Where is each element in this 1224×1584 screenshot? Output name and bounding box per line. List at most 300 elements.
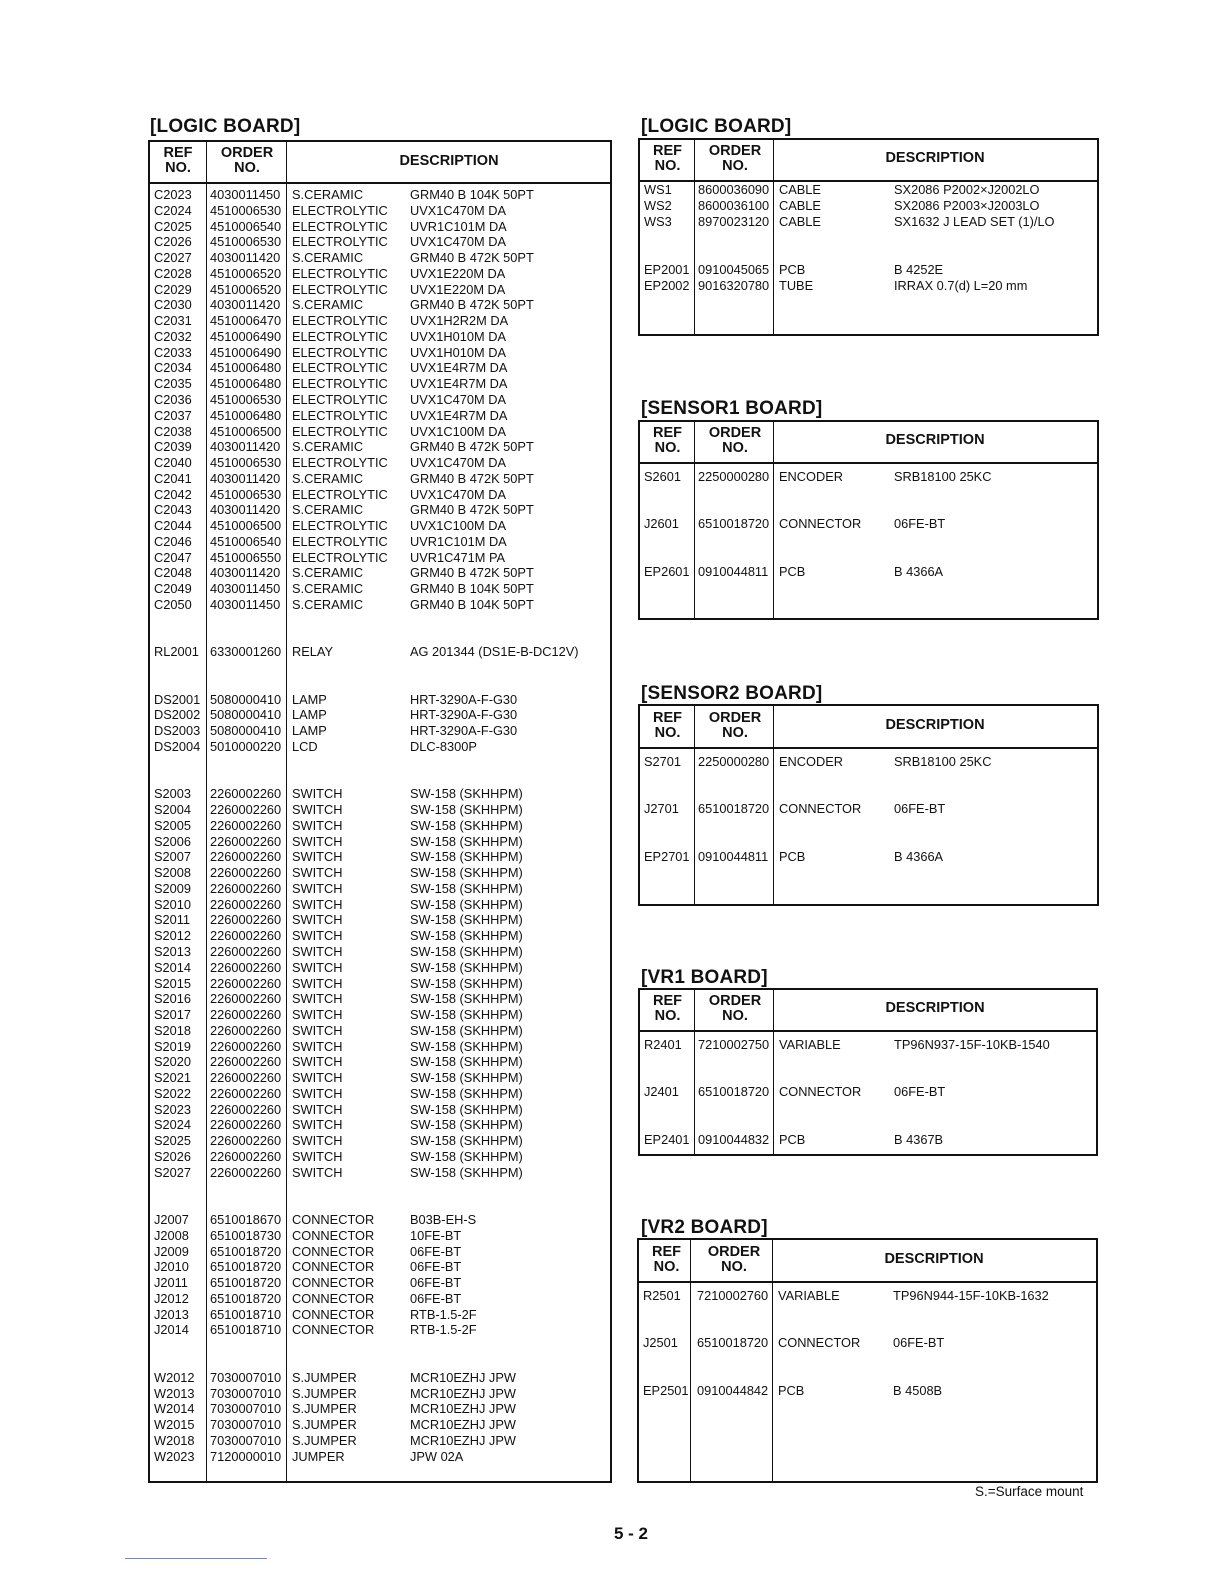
part-type: ELECTROLYTIC xyxy=(292,533,388,549)
ref-no: S2010 xyxy=(154,896,192,912)
ref-no: C2024 xyxy=(154,202,192,218)
order-no: 4510006480 xyxy=(210,376,282,392)
logic-board-parts-table xyxy=(148,140,612,1483)
table-row xyxy=(150,392,610,408)
part-type: ELECTROLYTIC xyxy=(292,549,388,565)
ref-no: EP2002 xyxy=(644,278,690,293)
order-no: 4510006520 xyxy=(210,265,282,281)
table-row xyxy=(150,692,610,708)
order-no: 4030011450 xyxy=(210,597,281,613)
part-type: ELECTROLYTIC xyxy=(292,218,388,234)
table-row xyxy=(150,408,610,424)
table-row xyxy=(640,801,1097,817)
part-type: PCB xyxy=(779,563,806,579)
ref-no: C2044 xyxy=(154,518,192,534)
ref-no: EP2701 xyxy=(644,848,690,864)
order-no: 4030011420 xyxy=(210,250,281,266)
part-spec: UVX1C470M DA xyxy=(410,392,507,407)
part-type: CONNECTOR xyxy=(292,1227,375,1243)
table-row xyxy=(150,1417,610,1433)
part-spec: 06FE-BT xyxy=(410,1290,462,1306)
order-no: 6510018720 xyxy=(210,1290,282,1306)
part-spec: SW-158 (SKHHPM) xyxy=(410,1133,523,1149)
order-no-header: ORDER NO. xyxy=(708,710,762,741)
part-spec: UVX1C100M DA xyxy=(410,423,507,439)
table-row xyxy=(150,629,610,645)
order-no: 6330001260 xyxy=(210,644,282,660)
part-type: S.CERAMIC xyxy=(292,187,364,202)
ref-no: S2003 xyxy=(154,786,192,802)
order-no: 8600036100 xyxy=(698,198,770,213)
part-spec: MCR10EZHJ JPW xyxy=(410,1417,516,1433)
sensor2-board-title: [SENSOR2 BOARD] xyxy=(641,683,823,704)
part-type: CABLE xyxy=(779,182,821,197)
order-no: 2260002260 xyxy=(210,912,282,928)
part-spec: UVR1C101M DA xyxy=(410,533,507,549)
table-row xyxy=(150,250,610,266)
ref-no: C2050 xyxy=(154,597,192,613)
table-header xyxy=(640,990,1096,1032)
table-row xyxy=(150,944,610,960)
part-type: SWITCH xyxy=(292,928,343,944)
part-type: ELECTROLYTIC xyxy=(292,281,388,297)
part-type: TUBE xyxy=(779,278,814,293)
part-type: RELAY xyxy=(292,644,334,660)
table-row xyxy=(150,849,610,865)
order-no: 4030011420 xyxy=(210,565,281,581)
part-spec: SW-158 (SKHHPM) xyxy=(410,1022,523,1038)
part-spec: SW-158 (SKHHPM) xyxy=(410,912,523,928)
part-spec: GRM40 B 472K 50PT xyxy=(410,470,534,486)
order-no: 4510006490 xyxy=(210,344,282,360)
ref-no: C2038 xyxy=(154,423,192,439)
table-row xyxy=(150,1338,610,1354)
part-type: S.CERAMIC xyxy=(292,297,364,313)
part-spec: 06FE-BT xyxy=(894,801,946,817)
part-type: SWITCH xyxy=(292,1022,343,1038)
table-row xyxy=(150,581,610,597)
order-no: 6510018710 xyxy=(210,1306,282,1322)
table-row xyxy=(640,849,1097,865)
ref-no-header: REF NO. xyxy=(653,143,682,174)
order-no: 2260002260 xyxy=(210,802,282,818)
part-spec: SW-158 (SKHHPM) xyxy=(410,975,523,991)
ref-no: S2017 xyxy=(154,1007,192,1023)
table-row xyxy=(150,1259,610,1275)
part-spec: UVR1C101M DA xyxy=(410,218,507,234)
table-row xyxy=(150,976,610,992)
table-row xyxy=(150,1070,610,1086)
part-type: SWITCH xyxy=(292,1133,343,1149)
part-spec: UVX1H010M DA xyxy=(410,344,507,360)
table-row xyxy=(639,1288,1096,1304)
table-row xyxy=(150,739,610,755)
part-spec: RTB-1.5-2F xyxy=(410,1322,477,1338)
ref-no: C2031 xyxy=(154,313,192,329)
part-type: ELECTROLYTIC xyxy=(292,376,388,392)
part-type: S.JUMPER xyxy=(292,1417,357,1433)
vr2-board-parts-table xyxy=(637,1238,1098,1483)
ref-no: DS2001 xyxy=(154,691,201,707)
order-no: 7210002760 xyxy=(697,1288,769,1303)
part-spec: SRB18100 25KC xyxy=(894,469,992,484)
ref-no: S2013 xyxy=(154,943,192,959)
ref-no: EP2501 xyxy=(643,1382,689,1398)
part-type: ELECTROLYTIC xyxy=(292,392,388,407)
table-row xyxy=(150,1149,610,1165)
table-row xyxy=(150,203,610,219)
part-spec: TP96N937-15F-10KB-1540 xyxy=(894,1037,1050,1052)
ref-no: DS2004 xyxy=(154,738,201,754)
table-row xyxy=(150,455,610,471)
order-no: 5080000410 xyxy=(210,723,282,739)
ref-no: S2022 xyxy=(154,1085,192,1101)
order-no: 6510018720 xyxy=(698,1084,770,1100)
vr1-board-parts-table xyxy=(638,988,1098,1156)
ref-no: S2020 xyxy=(154,1054,192,1070)
ref-no: S2018 xyxy=(154,1022,192,1038)
ref-no-header: REF NO. xyxy=(653,710,682,741)
part-spec: UVX1E4R7M DA xyxy=(410,360,508,376)
ref-no: J2010 xyxy=(154,1259,189,1275)
table-row xyxy=(150,786,610,802)
ref-no: S2019 xyxy=(154,1038,192,1054)
part-spec: UVX1H2R2M DA xyxy=(410,313,509,329)
order-no-header: ORDER NO. xyxy=(708,993,762,1024)
part-spec: UVX1C470M DA xyxy=(410,455,507,471)
part-type: ELECTROLYTIC xyxy=(292,486,388,502)
table-row xyxy=(150,1386,610,1402)
order-no: 5010000220 xyxy=(210,738,282,754)
order-no: 2260002260 xyxy=(210,1117,282,1133)
ref-no: W2015 xyxy=(154,1417,195,1433)
logic-board-2-title: [LOGIC BOARD] xyxy=(641,116,792,137)
ref-no-header: REF NO. xyxy=(653,425,682,456)
part-spec: SW-158 (SKHHPM) xyxy=(410,880,523,896)
part-type: SWITCH xyxy=(292,880,343,896)
order-no: 4510006530 xyxy=(210,202,282,218)
ref-no: EP2001 xyxy=(644,262,690,277)
part-spec: SW-158 (SKHHPM) xyxy=(410,896,523,912)
part-type: LAMP xyxy=(292,691,327,707)
table-header xyxy=(150,142,610,184)
ref-no: C2029 xyxy=(154,281,192,297)
part-spec: IRRAX 0.7(d) L=20 mm xyxy=(894,278,1028,293)
description-header: DESCRIPTION xyxy=(885,1000,985,1016)
order-no: 4510006530 xyxy=(210,455,282,471)
order-no: 7030007010 xyxy=(210,1401,282,1417)
part-spec: UVX1C470M DA xyxy=(410,486,507,502)
table-row xyxy=(150,234,610,250)
part-type: S.JUMPER xyxy=(292,1401,357,1417)
ref-no: C2032 xyxy=(154,328,192,344)
part-type: CABLE xyxy=(779,214,821,229)
part-spec: UVX1H010M DA xyxy=(410,328,507,344)
part-spec: B 4508B xyxy=(893,1382,943,1398)
table-row xyxy=(150,1354,610,1370)
part-spec: AG 201344 (DS1E-B-DC12V) xyxy=(410,644,579,660)
order-no: 2260002260 xyxy=(210,928,282,944)
part-type: ELECTROLYTIC xyxy=(292,518,388,534)
table-row xyxy=(150,1181,610,1197)
ref-no: J2012 xyxy=(154,1290,189,1306)
ref-no: J2014 xyxy=(154,1322,189,1338)
part-spec: 06FE-BT xyxy=(893,1335,945,1351)
part-type: S.JUMPER xyxy=(292,1432,357,1448)
table-row xyxy=(150,266,610,282)
part-spec: UVX1C100M DA xyxy=(410,518,507,534)
order-no: 2260002260 xyxy=(210,1133,282,1149)
ref-no: S2014 xyxy=(154,959,192,975)
part-type: CONNECTOR xyxy=(779,516,862,532)
part-type: LAMP xyxy=(292,723,327,739)
table-row xyxy=(640,516,1097,532)
order-no: 2260002260 xyxy=(210,959,282,975)
order-no: 4030011450 xyxy=(210,581,281,597)
part-spec: UVX1E4R7M DA xyxy=(410,376,508,392)
description-header: DESCRIPTION xyxy=(885,150,985,166)
order-no: 4510006490 xyxy=(210,328,282,344)
part-spec: GRM40 B 104K 50PT xyxy=(410,581,534,597)
table-row xyxy=(640,469,1097,485)
table-row xyxy=(150,1023,610,1039)
table-row xyxy=(150,487,610,503)
part-type: SWITCH xyxy=(292,1070,343,1086)
table-row xyxy=(150,1307,610,1323)
ref-no: C2036 xyxy=(154,392,192,407)
part-type: CONNECTOR xyxy=(778,1335,861,1351)
table-row xyxy=(150,912,610,928)
part-type: SWITCH xyxy=(292,1085,343,1101)
ref-no: S2008 xyxy=(154,865,192,881)
order-no: 0910044811 xyxy=(698,563,769,579)
order-no: 2260002260 xyxy=(210,833,282,849)
ref-no: C2049 xyxy=(154,581,192,597)
table-row xyxy=(150,1275,610,1291)
order-no-header: ORDER NO. xyxy=(220,145,274,176)
part-spec: MCR10EZHJ JPW xyxy=(410,1401,516,1417)
table-row xyxy=(150,1449,610,1465)
ref-no-header: REF NO. xyxy=(653,993,682,1024)
part-spec: GRM40 B 472K 50PT xyxy=(410,439,534,455)
part-spec: GRM40 B 472K 50PT xyxy=(410,250,534,266)
ref-no: S2024 xyxy=(154,1117,192,1133)
table-row xyxy=(150,345,610,361)
logic-board-2-parts-table xyxy=(638,138,1099,336)
part-spec: SW-158 (SKHHPM) xyxy=(410,1070,523,1086)
part-spec: 06FE-BT xyxy=(894,516,946,532)
table-row xyxy=(150,297,610,313)
table-row xyxy=(150,865,610,881)
table-row xyxy=(150,439,610,455)
ref-no: S2025 xyxy=(154,1133,192,1149)
part-type: S.CERAMIC xyxy=(292,439,364,455)
ref-no: EP2601 xyxy=(644,563,690,579)
ref-no: C2046 xyxy=(154,533,192,549)
table-row xyxy=(640,246,1097,262)
part-spec: HRT-3290A-F-G30 xyxy=(410,723,518,739)
order-no: 4510006530 xyxy=(210,392,282,407)
ref-no: S2006 xyxy=(154,833,192,849)
part-type: ELECTROLYTIC xyxy=(292,423,388,439)
part-spec: MCR10EZHJ JPW xyxy=(410,1432,516,1448)
order-no: 2250000280 xyxy=(698,469,770,484)
table-row xyxy=(150,1401,610,1417)
order-no: 4510006540 xyxy=(210,533,282,549)
table-row xyxy=(640,754,1097,770)
part-type: ENCODER xyxy=(779,469,843,484)
part-type: S.CERAMIC xyxy=(292,502,364,518)
ref-no: C2042 xyxy=(154,486,192,502)
part-type: S.CERAMIC xyxy=(292,597,364,613)
description-header: DESCRIPTION xyxy=(884,1251,984,1267)
order-no: 2260002260 xyxy=(210,817,282,833)
part-spec: SW-158 (SKHHPM) xyxy=(410,928,523,944)
order-no: 7030007010 xyxy=(210,1432,282,1448)
table-row xyxy=(150,502,610,518)
part-spec: SX1632 J LEAD SET (1)/LO xyxy=(894,214,1055,229)
order-no: 2260002260 xyxy=(210,991,282,1007)
order-no: 5080000410 xyxy=(210,707,282,723)
table-row xyxy=(150,471,610,487)
table-row xyxy=(150,1228,610,1244)
part-type: SWITCH xyxy=(292,1148,343,1164)
ref-no: WS3 xyxy=(644,214,672,229)
table-row xyxy=(150,818,610,834)
order-no: 0910044842 xyxy=(697,1382,769,1398)
table-row xyxy=(150,1212,610,1228)
part-spec: SW-158 (SKHHPM) xyxy=(410,833,523,849)
part-type: ELECTROLYTIC xyxy=(292,202,388,218)
part-type: ELECTROLYTIC xyxy=(292,360,388,376)
order-no: 2260002260 xyxy=(210,1007,282,1023)
order-no: 2260002260 xyxy=(210,975,282,991)
ref-no: C2041 xyxy=(154,470,192,486)
part-type: SWITCH xyxy=(292,959,343,975)
table-row xyxy=(150,1291,610,1307)
ref-no: S2009 xyxy=(154,880,192,896)
table-row xyxy=(150,329,610,345)
order-no: 2260002260 xyxy=(210,880,282,896)
order-no: 7030007010 xyxy=(210,1385,282,1401)
order-no: 2260002260 xyxy=(210,1148,282,1164)
order-no: 2260002260 xyxy=(210,849,282,865)
table-row xyxy=(150,1244,610,1260)
part-spec: MCR10EZHJ JPW xyxy=(410,1385,516,1401)
part-type: SWITCH xyxy=(292,975,343,991)
part-spec: SW-158 (SKHHPM) xyxy=(410,1085,523,1101)
order-no: 7120000010 xyxy=(210,1448,282,1464)
ref-no: C2035 xyxy=(154,376,192,392)
part-type: SWITCH xyxy=(292,1054,343,1070)
ref-no: R2501 xyxy=(643,1288,681,1303)
part-type: ELECTROLYTIC xyxy=(292,455,388,471)
order-no: 2250000280 xyxy=(698,754,770,769)
part-type: S.CERAMIC xyxy=(292,470,364,486)
order-no: 4030011420 xyxy=(210,297,281,313)
surface-mount-footnote: S.=Surface mount xyxy=(975,1484,1084,1499)
part-spec: GRM40 B 472K 50PT xyxy=(410,565,534,581)
order-no-header: ORDER NO. xyxy=(707,1244,761,1275)
order-no: 4510006480 xyxy=(210,360,282,376)
part-type: CONNECTOR xyxy=(292,1243,375,1259)
ref-no: C2025 xyxy=(154,218,192,234)
order-no: 8600036090 xyxy=(698,182,770,197)
ref-no: DS2002 xyxy=(154,707,201,723)
page-number: 5 - 2 xyxy=(614,1524,649,1543)
part-type: LCD xyxy=(292,738,318,754)
part-spec: SW-158 (SKHHPM) xyxy=(410,1007,523,1023)
ref-no: W2014 xyxy=(154,1401,195,1417)
part-type: VARIABLE xyxy=(779,1037,841,1052)
part-spec: SW-158 (SKHHPM) xyxy=(410,865,523,881)
order-no: 0910045065 xyxy=(698,262,770,277)
part-type: JUMPER xyxy=(292,1448,345,1464)
part-spec: HRT-3290A-F-G30 xyxy=(410,707,518,723)
table-row xyxy=(150,1039,610,1055)
part-type: ELECTROLYTIC xyxy=(292,407,388,423)
part-spec: UVX1C470M DA xyxy=(410,202,507,218)
part-spec: B 4366A xyxy=(894,848,944,864)
part-type: S.JUMPER xyxy=(292,1369,357,1385)
ref-no: J2011 xyxy=(154,1275,188,1291)
part-spec: RTB-1.5-2F xyxy=(410,1306,477,1322)
table-header xyxy=(640,140,1097,182)
ref-no: S2023 xyxy=(154,1101,192,1117)
ref-no: S2015 xyxy=(154,975,192,991)
description-header: DESCRIPTION xyxy=(885,432,985,448)
sensor2-board-parts-table xyxy=(638,704,1099,906)
table-row xyxy=(150,219,610,235)
order-no-header: ORDER NO. xyxy=(708,425,762,456)
table-row xyxy=(150,1433,610,1449)
order-no-header: ORDER NO. xyxy=(708,143,762,174)
ref-no: S2012 xyxy=(154,928,192,944)
table-row xyxy=(150,1117,610,1133)
ref-no: W2018 xyxy=(154,1432,195,1448)
order-no: 4510006530 xyxy=(210,486,282,502)
ref-no: C2033 xyxy=(154,344,192,360)
sensor1-board-title: [SENSOR1 BOARD] xyxy=(641,398,823,419)
table-row xyxy=(150,660,610,676)
table-row xyxy=(640,564,1097,580)
order-no: 2260002260 xyxy=(210,1022,282,1038)
order-no: 4510006530 xyxy=(210,234,282,250)
table-row xyxy=(150,1086,610,1102)
part-type: CONNECTOR xyxy=(292,1259,375,1275)
part-spec: GRM40 B 104K 50PT xyxy=(410,597,534,613)
part-spec: SW-158 (SKHHPM) xyxy=(410,959,523,975)
table-row xyxy=(150,187,610,203)
order-no: 4510006550 xyxy=(210,549,282,565)
part-type: S.JUMPER xyxy=(292,1385,357,1401)
order-no: 6510018720 xyxy=(697,1335,769,1351)
ref-no: C2043 xyxy=(154,502,192,518)
part-type: LAMP xyxy=(292,707,327,723)
logic-board-title: [LOGIC BOARD] xyxy=(150,116,301,137)
order-no: 4510006520 xyxy=(210,281,282,297)
ref-no: RL2001 xyxy=(154,644,199,660)
part-type: CONNECTOR xyxy=(779,801,862,817)
table-row xyxy=(150,834,610,850)
table-row xyxy=(150,1322,610,1338)
part-type: SWITCH xyxy=(292,1101,343,1117)
sensor1-board-parts-table xyxy=(638,420,1099,620)
order-no: 6510018720 xyxy=(210,1243,282,1259)
order-no: 2260002260 xyxy=(210,1054,282,1070)
ref-no: S2004 xyxy=(154,802,192,818)
part-type: CONNECTOR xyxy=(779,1084,862,1100)
